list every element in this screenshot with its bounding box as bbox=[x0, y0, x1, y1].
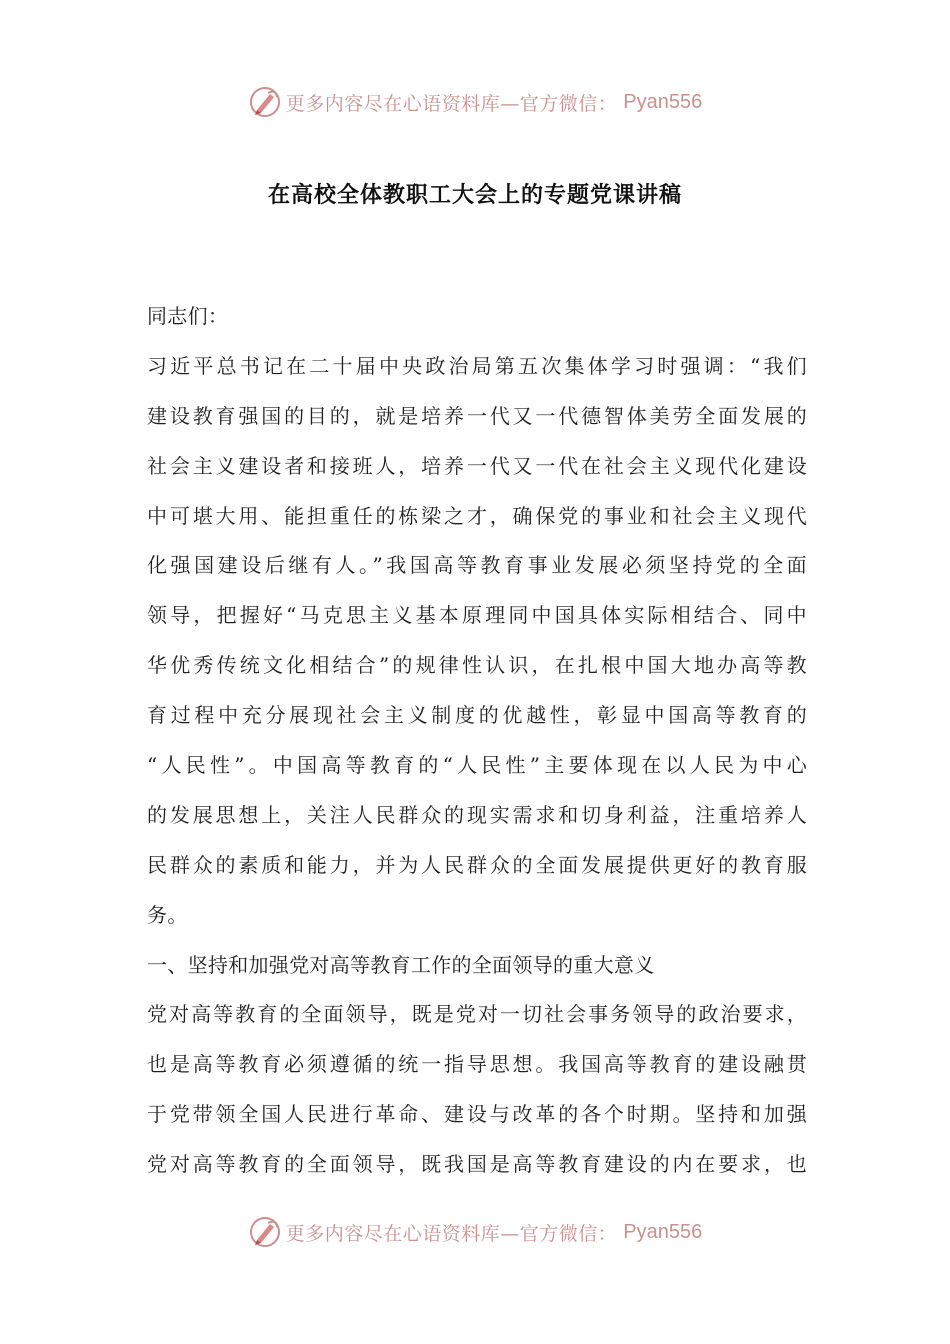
text-line: 建设教育强国的目的，就是培养一代又一代德智体美劳全面发展的 bbox=[147, 403, 807, 428]
text-line: 于党带领全国人民进行革命、建设与改革的各个时期。坚持和加强 bbox=[147, 1102, 807, 1127]
text-line: 务。 bbox=[147, 902, 188, 927]
text-line: 也是高等教育必须遵循的统一指导思想。我国高等教育的建设融贯 bbox=[147, 1052, 807, 1077]
section-heading: 一、坚持和加强党对高等教育工作的全面领导的重大意义 bbox=[147, 952, 655, 977]
text-line: 党对高等教育的全面领导，既我国是高等教育建设的内在要求，也 bbox=[147, 1152, 807, 1177]
watermark-wechat-id: Pyan556 bbox=[623, 90, 703, 113]
watermark-banner-top bbox=[0, 82, 950, 122]
text-line: 党对高等教育的全面领导，既是党对一切社会事务领导的政治要求， bbox=[147, 1002, 807, 1027]
salutation: 同志们： bbox=[147, 304, 229, 328]
watermark-text: 更多内容尽在心语资料库—官方微信： bbox=[285, 92, 618, 115]
document-body bbox=[147, 292, 807, 1190]
text-line: 民群众的素质和能力，并为人民群众的全面发展提供更好的教育服 bbox=[147, 852, 807, 877]
text-line: 中可堪大用、能担重任的栋梁之才，确保党的事业和社会主义现代 bbox=[147, 503, 807, 528]
watermark-text: 更多内容尽在心语资料库—官方微信： bbox=[285, 1222, 618, 1245]
text-line: 领导，把握好“马克思主义基本原理同中国具体实际相结合、同中 bbox=[147, 603, 807, 628]
watermark-banner-bottom bbox=[0, 1212, 950, 1252]
pen-nib-logo-icon bbox=[248, 85, 282, 119]
text-line: 化强国建设后继有人。”我国高等教育事业发展必须坚持党的全面 bbox=[147, 553, 807, 578]
pen-nib-logo-icon bbox=[248, 1215, 282, 1249]
watermark-wechat-id: Pyan556 bbox=[623, 1220, 703, 1243]
text-line: 育过程中充分展现社会主义制度的优越性，彰显中国高等教育的 bbox=[147, 703, 807, 728]
text-line: 华优秀传统文化相结合”的规律性认识，在扎根中国大地办高等教 bbox=[147, 653, 807, 678]
text-line: 的发展思想上，关注人民群众的现实需求和切身利益，注重培养人 bbox=[147, 802, 807, 827]
text-line: 社会主义建设者和接班人，培养一代又一代在社会主义现代化建设 bbox=[147, 453, 807, 478]
document-title: 在高校全体教职工大会上的专题党课讲稿 bbox=[267, 183, 682, 208]
text-line: “人民性”。中国高等教育的“人民性”主要体现在以人民为中心 bbox=[147, 753, 807, 778]
text-line: 习近平总书记在二十届中央政治局第五次集体学习时强调：“我们 bbox=[147, 353, 807, 378]
